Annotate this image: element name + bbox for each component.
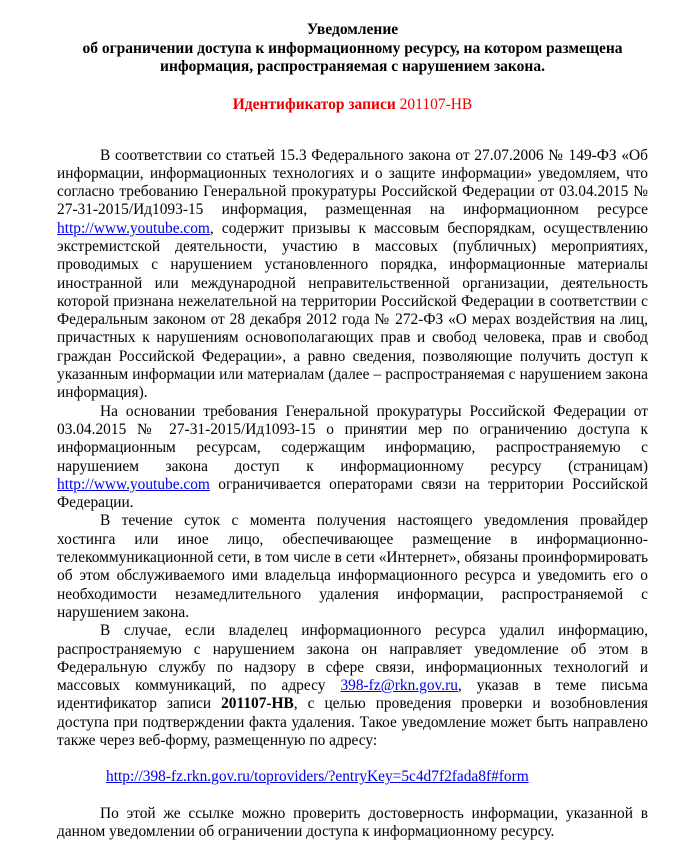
record-identifier-value: 201107-НВ [400,96,473,113]
document-title-line-1: Уведомление [57,21,648,40]
record-id-inline: 201107-НВ [221,695,294,712]
paragraph-restriction-order [57,403,648,513]
document-title [57,21,648,77]
paragraph-hosting-provider-duty [57,512,648,622]
paragraph-legal-basis [57,147,648,403]
document-title-line-3: информация, распространяемая с нарушением закона. [57,58,648,77]
paragraph-text: В соответствии со статьей 15.3 Федерального закона от 27.07.2006 № 149-ФЗ «Об информации, информационных технологиях и о защите информации» уведомляем, что согласно требованию Генеральной прокуратуры Российской Федерации от 03.04.2015 № 27-31-2015/Ид1093-15 информация, размещенная на информационном ресурсе [57,147,648,219]
youtube-link[interactable]: http://www.youtube.com [57,220,210,237]
paragraph-text: На основании требования Генеральной прокуратуры Российской Федерации от 03.04.2015 № 27-31-2015/Ид1093-15 о принятии мер по ограничению доступа к информационным ресурсам, содержащим информацию, распространяемую с нарушением закона доступ к информационному ресурсу (страницам) [57,403,648,475]
paragraph-text: В течение суток с момента получения настоящего уведомления провайдер хостинга или иное лицо, обеспечивающее размещение в информационно-телекоммуникационной сети, в том числе в сети «Интернет», обязаны проинформировать об этом обслуживаемого ими владельца информационного ресурса и уведомить его о необходимости незамедлительного удаления информации, распространяемой с нарушением закона. [57,512,648,620]
paragraph-webform-link [57,768,648,786]
paragraph-text: По этой же ссылке можно проверить достоверность информации, указанной в данном уведомлении об ограничении доступа к информационному ресурсу. [57,805,648,840]
paragraph-text: ограничивается операторами связи на территории Российской Федерации. [57,476,648,511]
document-title-line-2: об ограничении доступа к информационному ресурсу, на котором размещена [57,40,648,59]
paragraph-text: , указав в теме письма идентификатор записи [57,677,648,712]
email-link[interactable]: 398-fz@rkn.gov.ru [340,677,457,694]
paragraph-text: , с целью проведения проверки и возобновления доступа при подтверждении факта удаления. Такое уведомление может быть направлено также через веб-форму, размещенную по адресу: [57,695,648,749]
paragraph-text: В случае, если владелец информационного ресурса удалил информацию, распространяемую с нарушением закона он направляет уведомление об этом в Федеральную службу по надзору в сфере связи, информационных технологий и массовых коммуникаций, по адресу [57,622,648,694]
document-body [57,147,648,841]
webform-link[interactable]: http://398-fz.rkn.gov.ru/toproviders/?entryKey=5c4d7f2fada8f#form [106,768,529,785]
record-identifier-label: Идентификатор записи [233,96,396,113]
paragraph-removal-notification [57,622,648,750]
paragraph-text: , содержит призывы к массовым беспорядкам, осуществлению экстремистской деятельности, участию в массовых (публичных) мероприятиях, проводимых с нарушением установленного порядка, информационные материалы иностранной или международной неправительственной организации, деятельность которой признана нежелательной на территории Российской Федерации в соответствии с Федеральным законом от 28 декабря 2012 года № 272-ФЗ «О мерах воздействия на лиц, причастных к нарушениям основополагающих прав и свобод человека, прав и свобод граждан Российской Федерации», а равно сведения, позволяющие получить доступ к указанным информации или материалам (далее – распространяемая с нарушением закона информация). [57,220,648,402]
paragraph-verification-note [57,805,648,841]
record-identifier [57,96,648,114]
youtube-link-2[interactable]: http://www.youtube.com [57,476,210,493]
